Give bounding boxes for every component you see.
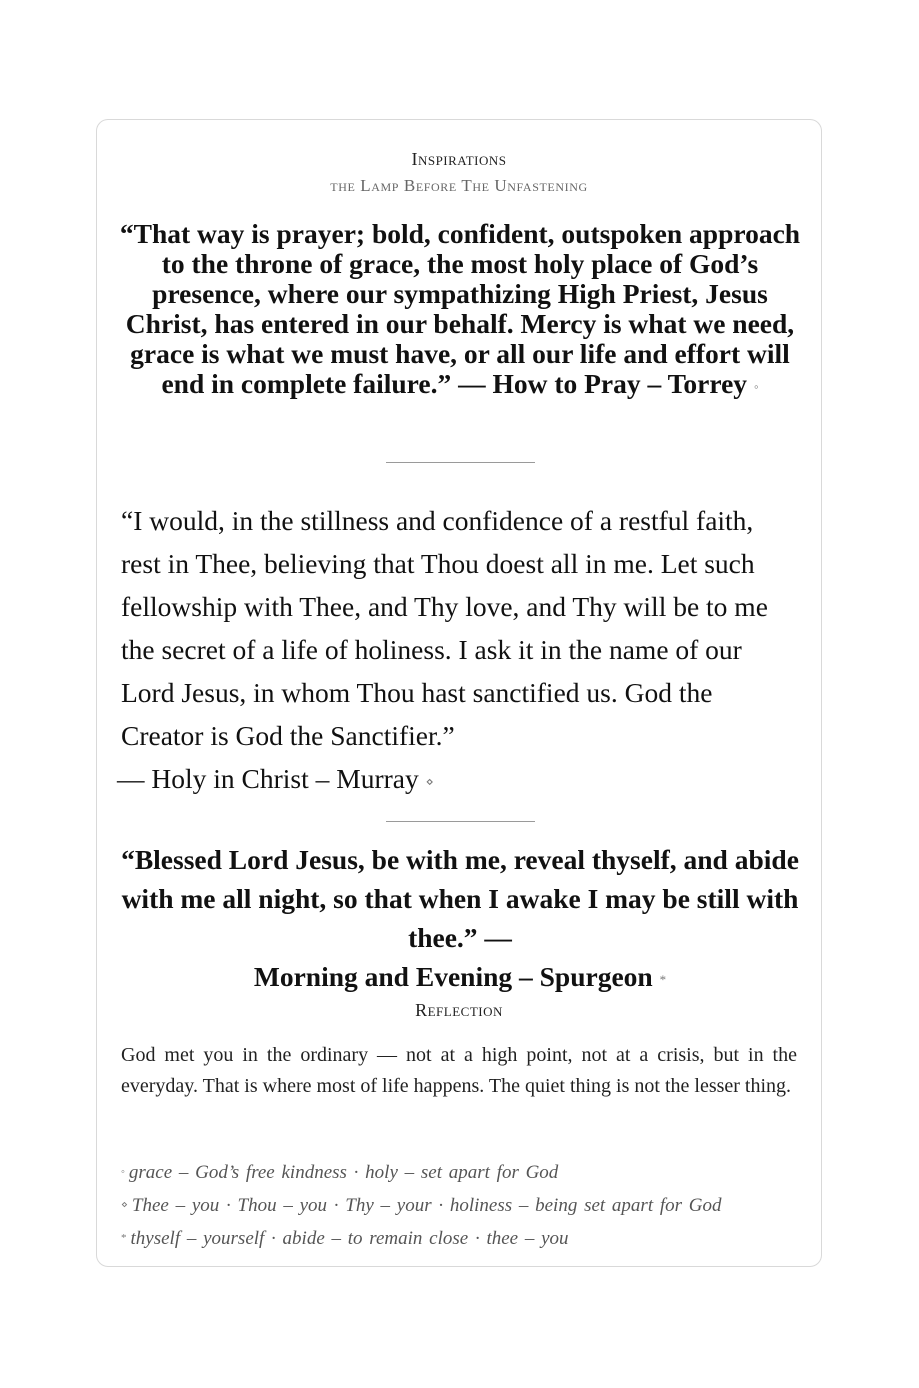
glossary-item	[121, 1189, 797, 1222]
quote-text: “Blessed Lord Jesus, be with me, reveal thyself, and abide with me all night, so that when I awake I may be still with thee.” —	[121, 844, 799, 953]
inspiration-card	[96, 119, 822, 1267]
footnote-circle-icon: ◦	[753, 379, 759, 394]
quote-attribution: Morning and Evening – Spurgeon	[253, 961, 653, 992]
quote-murray	[117, 499, 793, 803]
glossary-text: grace – God’s free kindness · holy – set apart for God	[128, 1162, 559, 1183]
quote-text: “I would, in the stillness and confidence of a restful faith, rest in Thee, believing that Thou doest all in me. Let such fellowship with Thee, and Thy love, and Thy will be to me the secret of a life of holiness. I ask it in the name of our Lord Jesus, in whom Thou hast sanctified us. God the Creator is God the Sanctifier.”	[121, 505, 768, 751]
quote-torrey	[117, 219, 803, 402]
quote-text: “That way is prayer; bold, confident, outspoken approach to the throne of grace, the most holy place of God’s presence, where our sympathizing High Priest, Jesus Christ, has entered in our behalf. Mercy is what we need, grace is what we must have, or all our life and effort will end in complete failure.”	[119, 218, 801, 399]
footnote-diamond-icon: ⋄	[425, 774, 434, 789]
glossary-text: Thee – you · Thou – you · Thy – your · holiness – being set apart for God	[131, 1195, 722, 1216]
glossary-item	[121, 1222, 797, 1255]
footnote-circle-icon: ◦	[121, 1166, 125, 1178]
quote-attribution: — Holy in Christ – Murray	[117, 763, 419, 794]
reflection-text: God met you in the ordinary — not at a high point, not at a crisis, but in the everyday. That is where most of life happens. The quiet thing is not the lesser thing.	[121, 1044, 797, 1097]
glossary-text: thyself – yourself · abide – to remain close · thee – you	[130, 1228, 569, 1249]
quote-attribution: — How to Pray – Torrey	[458, 368, 748, 399]
footnote-asterisk-icon: *	[659, 972, 667, 987]
glossary-item	[121, 1156, 797, 1189]
quote-spurgeon	[117, 840, 803, 999]
quote-attribution-line	[117, 757, 793, 803]
glossary	[121, 1156, 797, 1255]
footnote-asterisk-icon: *	[121, 1232, 127, 1244]
page-subtitle: the Lamp Before The Unfastening	[330, 176, 588, 195]
divider	[386, 821, 535, 822]
page-title: Inspirations	[411, 149, 507, 169]
reflection-heading: Reflection	[415, 1000, 503, 1020]
divider	[386, 462, 535, 463]
footnote-diamond-icon: ⋄	[121, 1199, 128, 1211]
